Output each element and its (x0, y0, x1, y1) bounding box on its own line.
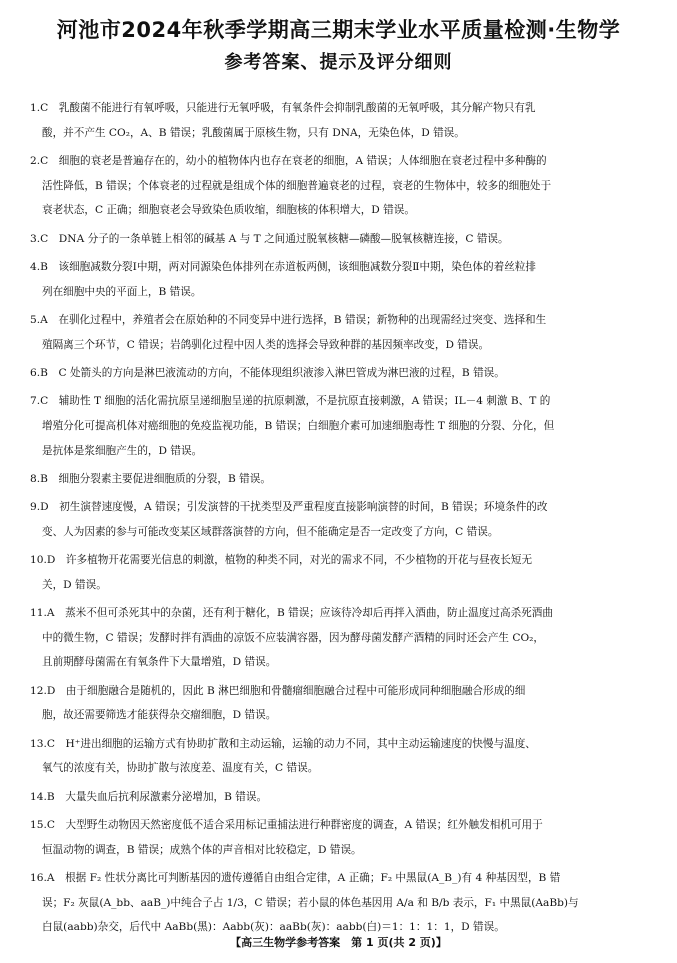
answer-line: 变、人为因素的参与可能改变某区域群落演替的方向，但不能确定是否一定改变了方向，C 错误。 (42, 525, 499, 538)
answer-line: 列在细胞中央的平面上，B 错误。 (42, 285, 202, 298)
answer-line: 7.C 辅助性 T 细胞的活化需抗原呈递细胞呈递的抗原刺激，不是抗原直接刺激，A 错误；IL－4 刺激 B、T 的 (30, 395, 551, 408)
answer-line: 2.C 细胞的衰老是普遍存在的，幼小的植物体内也存在衰老的细胞，A 错误；人体细胞在衰老过程中多种酶的 (30, 154, 547, 167)
answer-line: 15.C 大型野生动物因天然密度低不适合采用标记重捕法进行种群密度的调查，A 错误；红外触发相机可用于 (30, 819, 543, 832)
answer-list (30, 96, 654, 944)
answer-line: 16.A 根据 F₂ 性状分离比可判断基因的遗传遵循自由组合定律，A 正确；F₂ 中黑鼠(A_B_)有 4 种基因型，B 错 (30, 872, 561, 885)
answer-item (30, 548, 654, 597)
answer-item (30, 679, 654, 728)
answer-line: 白鼠(aabb)杂交，后代中 AaBb(黑)：Aabb(灰)：aaBb(灰)：aabb(白)＝1：1：1：1，D 错误。 (42, 921, 505, 934)
answer-item (30, 361, 654, 386)
answer-line: 恒温动物的调查，B 错误；成熟个体的声音相对比较稳定，D 错误。 (42, 843, 362, 856)
answer-line: 且前期酵母菌需在有氧条件下大量增殖，D 错误。 (42, 656, 277, 669)
answer-line: 3.C DNA 分子的一条单链上相邻的碱基 A 与 T 之间通过脱氧核糖—磷酸—脱氧核糖连接，C 错误。 (30, 232, 509, 245)
answer-item (30, 785, 654, 810)
answer-line: 衰老状态，C 正确；细胞衰老会导致染色质收缩，细胞核的体积增大，D 错误。 (42, 204, 415, 217)
answer-item (30, 255, 654, 304)
answer-line: 活性降低，B 错误；个体衰老的过程就是组成个体的细胞普遍衰老的过程，衰老的生物体中，较多的细胞处于 (42, 179, 552, 192)
answer-line: 8.B 细胞分裂素主要促进细胞质的分裂，B 错误。 (30, 472, 271, 485)
answer-line: 1.C 乳酸菌不能进行有氧呼吸，只能进行无氧呼吸，有氧条件会抑制乳酸菌的无氧呼吸，其分解产物只有乳 (30, 102, 536, 114)
answer-item (30, 308, 654, 357)
answer-item (30, 227, 654, 252)
page-subtitle: 参考答案、提示及评分细则 (224, 52, 453, 73)
answer-line: 增殖分化可提高机体对癌细胞的免疫监视功能，B 错误；白细胞介素可加速细胞毒性 T 细胞的分裂、分化，但 (42, 419, 555, 432)
page-footer: 【高三生物学参考答案 第 1 页(共 2 页)】 (230, 936, 447, 949)
answer-item (30, 149, 654, 223)
answer-line: 5.A 在驯化过程中，养殖者会在原始种的不同变异中进行选择，B 错误；新物种的出现需经过突变、选择和生 (30, 313, 547, 326)
answer-line: 误；F₂ 灰鼠(A_bb、aaB_)中纯合子占 1/3，C 错误；若小鼠的体色基因用 A/a 和 B/b 表示，F₁ 中黑鼠(AaBb)与 (42, 896, 579, 909)
answer-line: 6.B C 处箭头的方向是淋巴液流动的方向，不能体现组织液渗入淋巴管成为淋巴液的过程，B 错误。 (30, 366, 505, 379)
answer-line: 酸，并不产生 CO₂，A、B 错误；乳酸菌属于原核生物，只有 DNA，无染色体，D 错误。 (42, 126, 465, 139)
answer-item (30, 732, 654, 781)
answer-item (30, 467, 654, 492)
page-title: 河池市2024年秋季学期高三期末学业水平质量检测·生物学 (56, 18, 621, 42)
answer-line: 12.D 由于细胞融合是随机的，因此 B 淋巴细胞和骨髓瘤细胞融合过程中可能形成同种细胞融合形成的细 (30, 684, 526, 697)
answer-line: 9.D 初生演替速度慢，A 错误；引发演替的干扰类型及严重程度直接影响演替的时间，B 错误；环境条件的改 (30, 501, 548, 514)
answer-item (30, 813, 654, 862)
answer-line: 10.D 许多植物开花需要光信息的刺激，植物的种类不同，对光的需求不同，不少植物的开花与昼夜长短无 (30, 554, 533, 567)
answer-item (30, 96, 654, 145)
answer-line: 关，D 错误。 (42, 578, 107, 591)
answer-line: 中的微生物，C 错误；发酵时拌有酒曲的凉饭不应装满容器，因为酵母菌发酵产酒精的同时还会产生 CO₂， (42, 631, 544, 644)
answer-line: 殖隔离三个环节，C 错误；岩鸽驯化过程中因人类的选择会导致种群的基因频率改变，D 错误。 (42, 338, 490, 351)
answer-line: 4.B 该细胞减数分裂Ⅰ中期，两对同源染色体排列在赤道板两侧，该细胞减数分裂Ⅱ中期，染色体的着丝粒排 (30, 260, 536, 273)
answer-line: 胞，故还需要筛选才能获得杂交瘤细胞，D 错误。 (42, 709, 277, 722)
answer-line: 11.A 蒸米不但可杀死其中的杂菌，还有利于糖化，B 错误；应该待冷却后再拌入酒曲，防止温度过高杀死酒曲 (30, 607, 553, 620)
answer-line: 13.C H⁺进出细胞的运输方式有协助扩散和主动运输，运输的动力不同，其中主动运输速度的快慢与温度、 (30, 737, 536, 750)
answer-item (30, 389, 654, 463)
answer-item (30, 495, 654, 544)
answer-line: 氧气的浓度有关，协助扩散与浓度差、温度有关，C 错误。 (42, 762, 319, 775)
answer-item (30, 601, 654, 675)
answer-item (30, 866, 654, 940)
answer-line: 是抗体是浆细胞产生的，D 错误。 (42, 444, 203, 457)
answer-line: 14.B 大量失血后抗利尿激素分泌增加，B 错误。 (30, 790, 268, 803)
